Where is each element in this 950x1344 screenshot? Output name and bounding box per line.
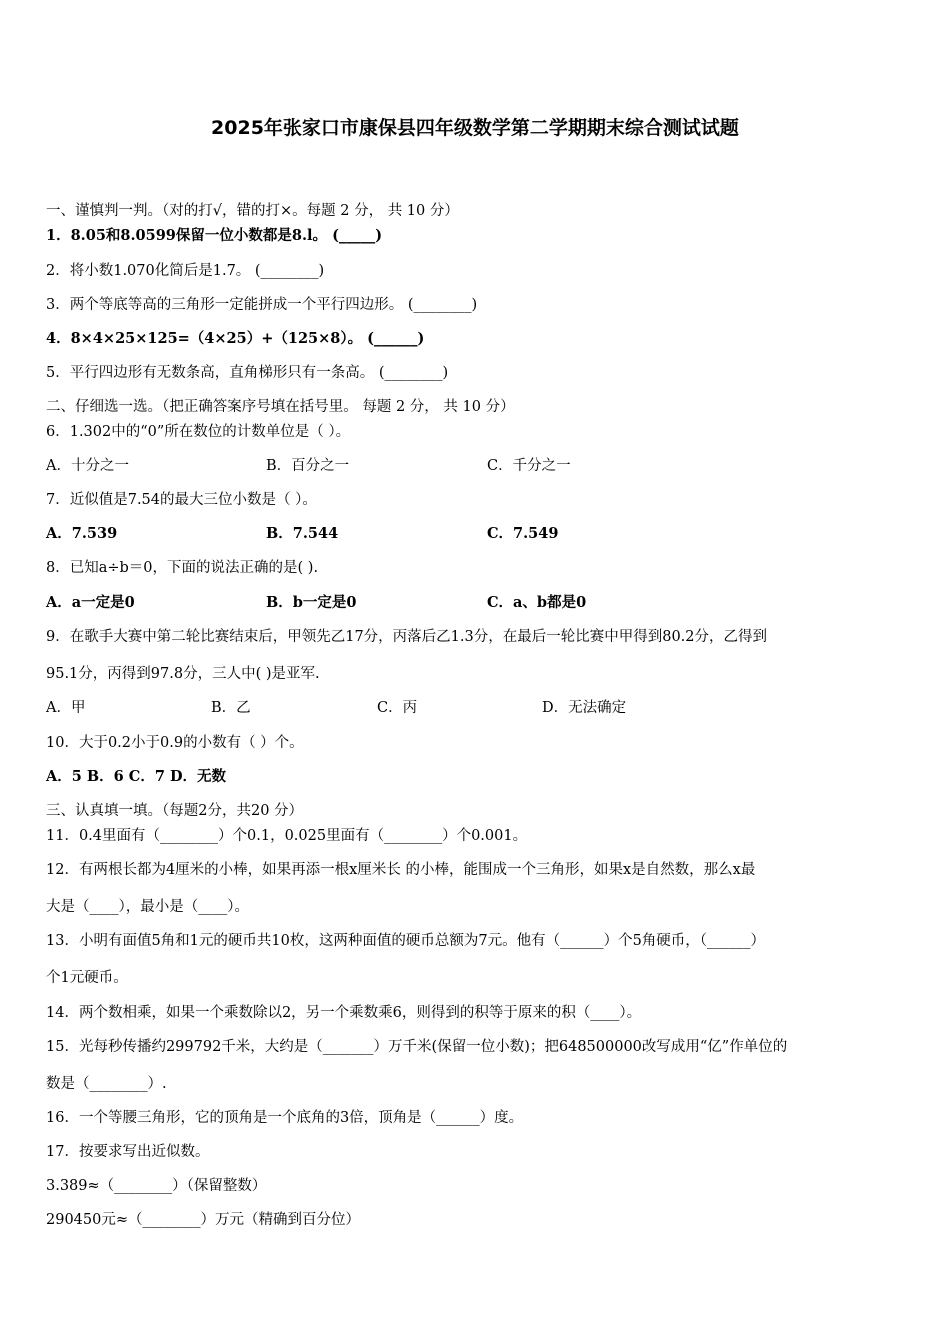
page-title: 2025年张家口市康保县四年级数学第二学期期末综合测试试题 xyxy=(211,117,739,139)
question-16: 16．一个等腰三角形，它的顶角是一个底角的3倍，顶角是（______）度。 xyxy=(46,1110,524,1126)
question-4: 4．8×4×25×125=（4×25）+（125×8）。 (______) xyxy=(46,330,425,347)
question-8-option-a: A．a一定是0 xyxy=(46,594,135,611)
question-5: 5．平行四边形有无数条高，直角梯形只有一条高。 (________) xyxy=(46,365,449,381)
section2-heading: 二、仔细选一选。（把正确答案序号填在括号里。 每题 2 分， 共 10 分） xyxy=(46,399,515,415)
question-6: 6．1.302中的“0”所在数位的计数单位是（ ）。 xyxy=(46,424,351,440)
question-9-line1: 9．在歌手大赛中第二轮比赛结束后，甲领先乙17分，丙落后乙1.3分，在最后一轮比赛中甲得到80.2分，乙得到 xyxy=(46,629,768,645)
question-15-line1: 15．光每秒传播约299792千米，大约是（_______）万千米(保留一位小数)；把648500000改写成用“亿”作单位的 xyxy=(46,1039,788,1055)
section3-heading: 三、认真填一填。（每题2分，共20 分） xyxy=(46,803,304,819)
question-14: 14．两个数相乘，如果一个乘数除以2，另一个乘数乘6，则得到的积等于原来的积（____）。 xyxy=(46,1005,642,1021)
question-7-option-b: B．7.544 xyxy=(266,525,339,542)
question-6-option-c: C．千分之一 xyxy=(487,458,571,474)
question-3: 3．两个等底等高的三角形一定能拼成一个平行四边形。 (________) xyxy=(46,297,478,313)
question-11: 11．0.4里面有（________）个0.1，0.025里面有（________）个0.001。 xyxy=(46,828,528,844)
question-12-line1: 12．有两根长都为4厘米的小棒，如果再添一根x厘米长 的小棒，能围成一个三角形，如果x是自然数，那么x最 xyxy=(46,862,756,878)
question-8: 8．已知a÷b＝0，下面的说法正确的是( ). xyxy=(46,560,319,576)
question-17: 17．按要求写出近似数。 xyxy=(46,1144,210,1160)
question-8-option-b: B．b一定是0 xyxy=(266,594,357,611)
question-9-option-b: B．乙 xyxy=(211,700,251,716)
question-1: 1．8.05和8.0599保留一位小数都是8.l。 (_____) xyxy=(46,227,383,244)
question-9-option-d: D．无法确定 xyxy=(542,700,627,716)
question-2: 2．将小数1.070化简后是1.7。 (________) xyxy=(46,263,325,279)
question-17-part-a: 3.389≈（________）（保留整数） xyxy=(46,1178,267,1194)
question-7-option-a: A．7.539 xyxy=(46,525,118,542)
question-6-option-b: B．百分之一 xyxy=(266,458,350,474)
question-8-option-c: C．a、b都是0 xyxy=(487,594,587,611)
question-7: 7．近似值是7.54的最大三位小数是（ ）。 xyxy=(46,492,317,508)
question-17-part-b: 290450元≈（________）万元（精确到百分位） xyxy=(46,1212,361,1228)
question-9-option-a: A．甲 xyxy=(46,700,86,716)
question-6-option-a: A．十分之一 xyxy=(46,458,129,474)
question-13-line1: 13．小明有面值5角和1元的硬币共10枚，这两种面值的硬币总额为7元。他有（______）个5角硬币，（______） xyxy=(46,933,766,949)
question-7-option-c: C．7.549 xyxy=(487,525,559,542)
question-15-line2: 数是（________）. xyxy=(46,1076,167,1092)
question-9-line2: 95.1分，丙得到97.8分，三人中( )是亚军. xyxy=(46,666,320,682)
question-13-line2: 个1元硬币。 xyxy=(46,970,128,986)
question-12-line2: 大是（____），最小是（____）。 xyxy=(46,899,249,915)
question-9-option-c: C．丙 xyxy=(377,700,418,716)
question-10-options: A．5 B．6 C．7 D．无数 xyxy=(46,768,227,785)
section1-heading: 一、谨慎判一判。（对的打√，错的打×。每题 2 分， 共 10 分） xyxy=(46,203,459,219)
question-10: 10．大于0.2小于0.9的小数有（ ）个。 xyxy=(46,735,304,751)
